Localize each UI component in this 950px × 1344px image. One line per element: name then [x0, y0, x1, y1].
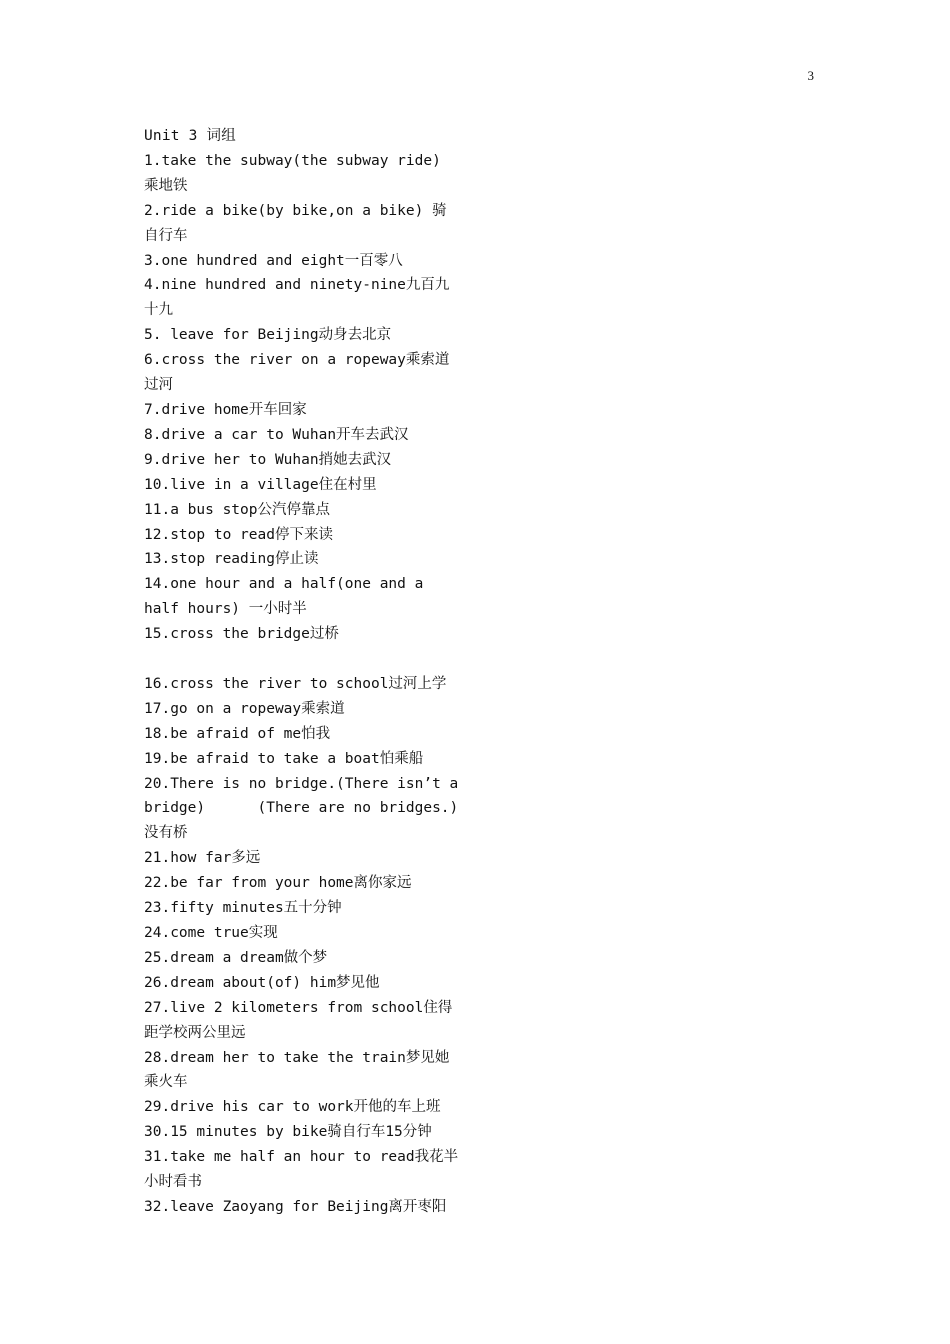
phrase-item: 6.cross the river on a ropeway乘索道过河 [144, 352, 450, 394]
phrase-item: 23.fifty minutes五十分钟 [144, 900, 342, 917]
phrase-item: 15.cross the bridge过桥 [144, 626, 339, 643]
phrase-item: 27.live 2 kilometers from school住得距学校两公里远 [144, 999, 453, 1041]
phrase-item: 16.cross the river to school过河上学 [144, 675, 447, 692]
phrase-item: 14.one hour and a half(one and a half hours) 一小时半 [144, 576, 433, 618]
phrase-item: 12.stop to read停下来读 [144, 526, 333, 543]
phrase-item: 22.be far from your home离你家远 [144, 875, 412, 892]
phrase-list [144, 149, 468, 1220]
phrase-item: 4.nine hundred and ninety-nine九百九十九 [144, 277, 450, 319]
phrase-item: 30.15 minutes by bike骑自行车15分钟 [144, 1124, 432, 1141]
phrase-item: 29.drive his car to work开他的车上班 [144, 1099, 441, 1116]
phrase-item: 3.one hundred and eight一百零八 [144, 252, 403, 269]
blank-line [144, 647, 460, 672]
phrase-item: 10.live in a village住在村里 [144, 476, 377, 493]
phrase-item: 28.dream her to take the train梦见她乘火车 [144, 1049, 450, 1091]
phrase-item: 19.be afraid to take a boat怕乘船 [144, 750, 424, 767]
phrase-item: 31.take me half an hour to read我花半小时看书 [144, 1149, 459, 1191]
phrase-item: 5. leave for Beijing动身去北京 [144, 327, 392, 344]
phrase-item: 13.stop reading停止读 [144, 551, 319, 568]
phrase-item: 1.take the subway(the subway ride) 乘地铁 [144, 152, 450, 194]
phrase-item: 8.drive a car to Wuhan开车去武汉 [144, 426, 409, 443]
phrase-item: 24.come true实现 [144, 924, 278, 941]
phrase-item: 9.drive her to Wuhan捎她去武汉 [144, 451, 392, 468]
page-number: 3 [807, 68, 814, 83]
section-heading: Unit 3 词组 [144, 128, 236, 144]
phrase-item: 20.There is no bridge.(There isn’t a bridge) (There are no bridges.) 没有桥 [144, 775, 468, 842]
phrase-item: 25.dream a dream做个梦 [144, 949, 328, 966]
phrase-item: 26.dream about(of) him梦见他 [144, 974, 380, 991]
phrase-item: 18.be afraid of me怕我 [144, 725, 331, 742]
phrase-item: 32.leave Zaoyang for Beijing离开枣阳 [144, 1198, 447, 1215]
phrase-item: 17.go on a ropeway乘索道 [144, 700, 345, 717]
document-body [144, 124, 468, 1220]
phrase-item: 21.how far多远 [144, 850, 261, 867]
phrase-item: 11.a bus stop公汽停靠点 [144, 501, 330, 518]
phrase-item: 2.ride a bike(by bike,on a bike) 骑自行车 [144, 202, 447, 244]
phrase-item: 7.drive home开车回家 [144, 401, 307, 418]
